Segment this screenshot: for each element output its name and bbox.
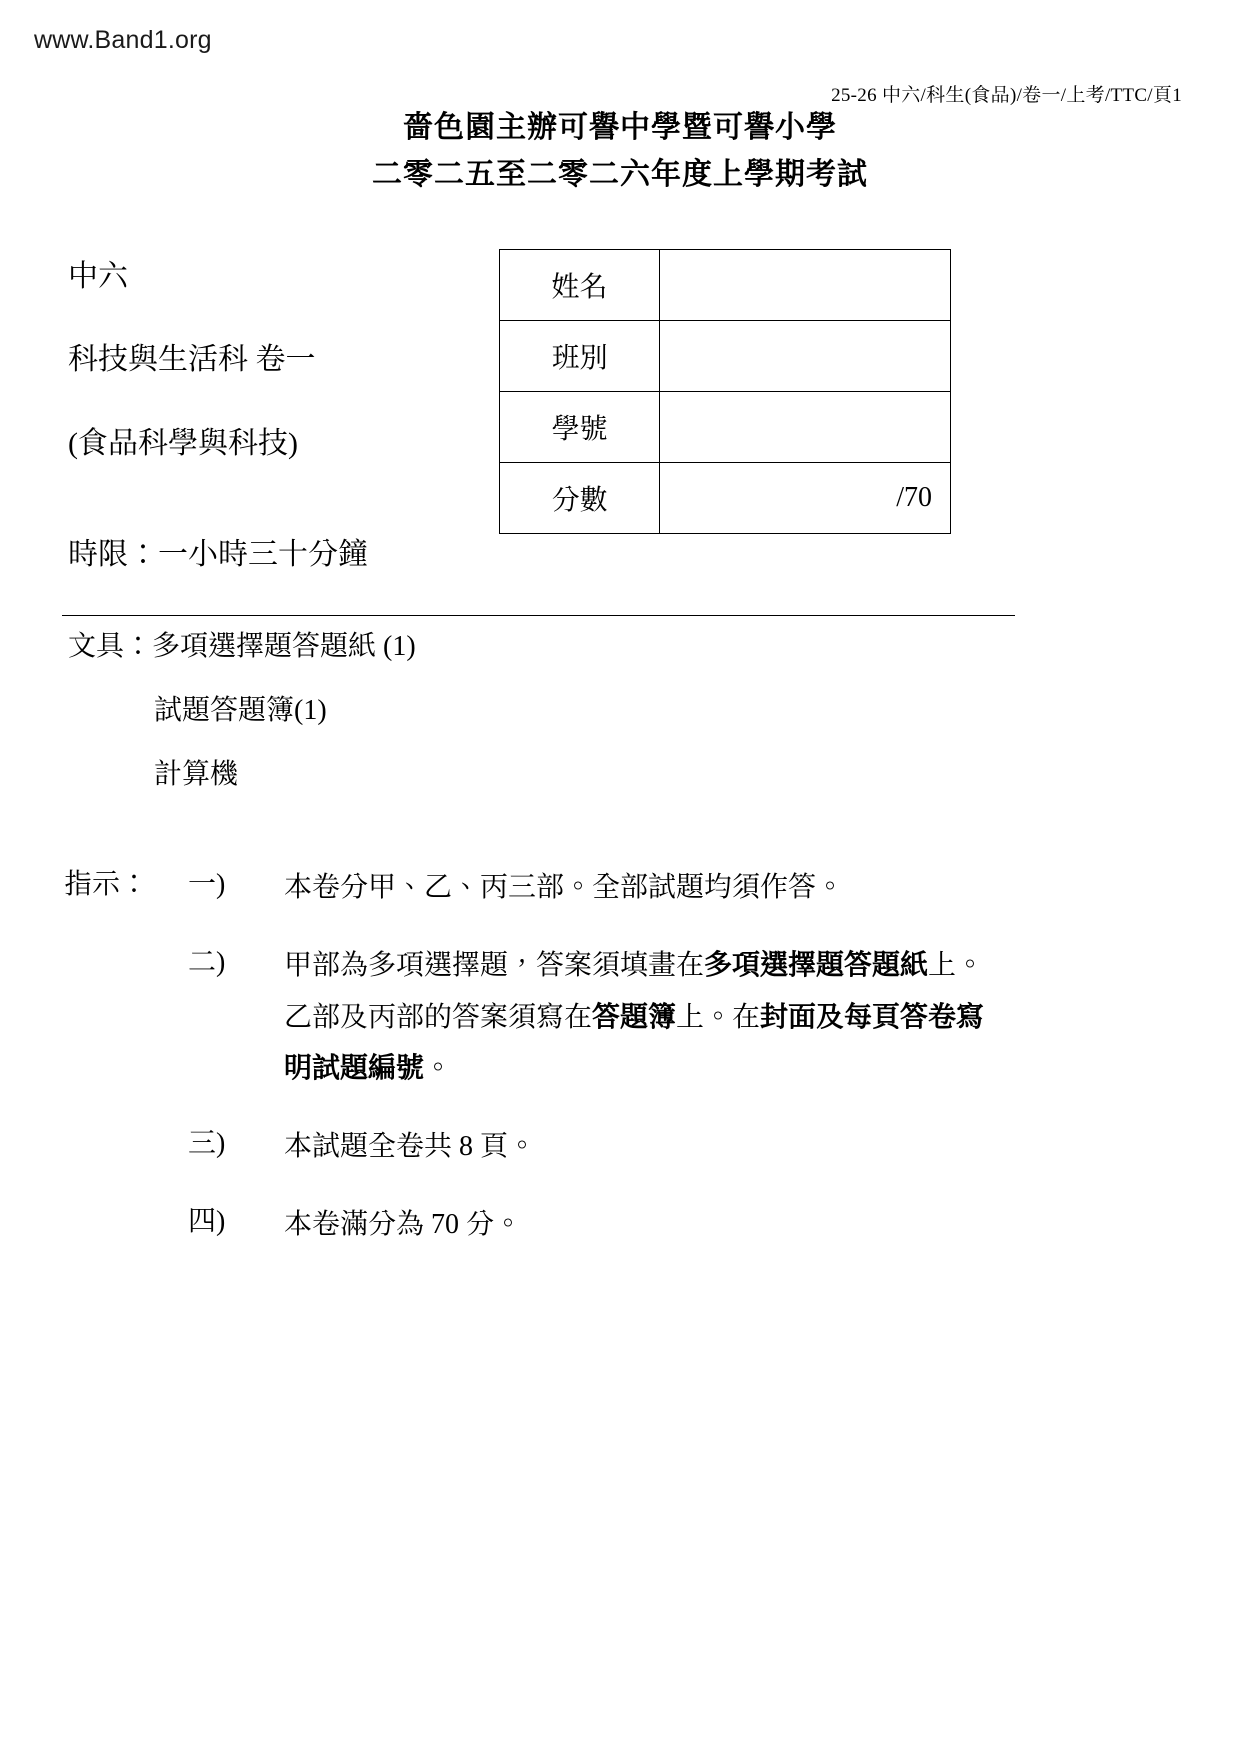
table-row (500, 463, 951, 534)
label-student-number: 學號 (500, 392, 660, 463)
time-limit-text: 時限：一小時三十分鐘 (68, 538, 368, 571)
label-score: 分數 (500, 463, 660, 534)
instruction-2-bold2: 答題簿 (592, 1001, 677, 1033)
list-item: 計算機 (154, 759, 239, 790)
instruction-2-bold3: 封面及每頁答卷寫明試題編號 (284, 1001, 985, 1085)
list-item (64, 940, 994, 1095)
label-class: 班別 (500, 321, 660, 392)
student-info-table (499, 249, 951, 534)
instruction-2-part4: 。 (424, 1053, 453, 1085)
section-divider (62, 615, 1015, 616)
instruction-number-4: 四) (188, 1205, 226, 1237)
instructions-block (64, 862, 994, 1277)
stationery-first-line: 文具：多項選擇題答題紙 (1) (68, 631, 416, 662)
exam-term-line: 二零二五至二零二六年度上學期考試 (372, 157, 868, 191)
field-name[interactable] (660, 250, 951, 321)
school-name-line: 嗇色園主辦可譽中學暨可譽小學 (403, 111, 837, 144)
instructions-heading: 指示： (64, 869, 149, 900)
instruction-text-3: 本試題全卷共 8 頁。 (284, 1131, 537, 1163)
instruction-2-part2: 上。乙部及丙部的答案須寫在 (284, 949, 985, 1033)
paper-info-block (68, 258, 488, 463)
instruction-number-3: 三) (188, 1128, 226, 1160)
paper-option: (食品科學與科技) (68, 426, 298, 460)
instruction-2-part1: 甲部為多項選擇題，答案須填畫在 (284, 949, 705, 981)
stationery-list (68, 633, 416, 789)
table-row (500, 250, 951, 321)
table-row (500, 321, 951, 392)
list-item (64, 1121, 994, 1173)
instruction-2-part3: 上。在 (676, 1001, 761, 1033)
instruction-text-4: 本卷滿分為 70 分。 (284, 1208, 523, 1240)
table-row (500, 392, 951, 463)
instruction-number-2: 二) (188, 946, 226, 978)
school-heading (0, 105, 1240, 198)
document-code-line: 25-26 中六/科生(食品)/卷一/上考/TTC/頁1 (831, 85, 1182, 106)
instruction-text-1: 本卷分甲、乙、丙三部。全部試題均須作答。 (284, 872, 845, 903)
field-student-number[interactable] (660, 392, 951, 463)
subject-name: 科技與生活科 卷一 (68, 343, 316, 377)
site-watermark-label: www.Band1.org (34, 26, 212, 54)
list-item: 試題答題簿(1) (154, 695, 327, 726)
label-name: 姓名 (500, 250, 660, 321)
instruction-text-2 (284, 940, 994, 1095)
field-score[interactable]: /70 (660, 463, 951, 534)
instruction-2-bold1: 多項選擇題答題紙 (704, 949, 929, 981)
instruction-number-1: 一) (188, 869, 226, 900)
form-level: 中六 (68, 260, 128, 293)
list-item (64, 1199, 994, 1251)
field-class[interactable] (660, 321, 951, 392)
list-item (64, 862, 994, 914)
